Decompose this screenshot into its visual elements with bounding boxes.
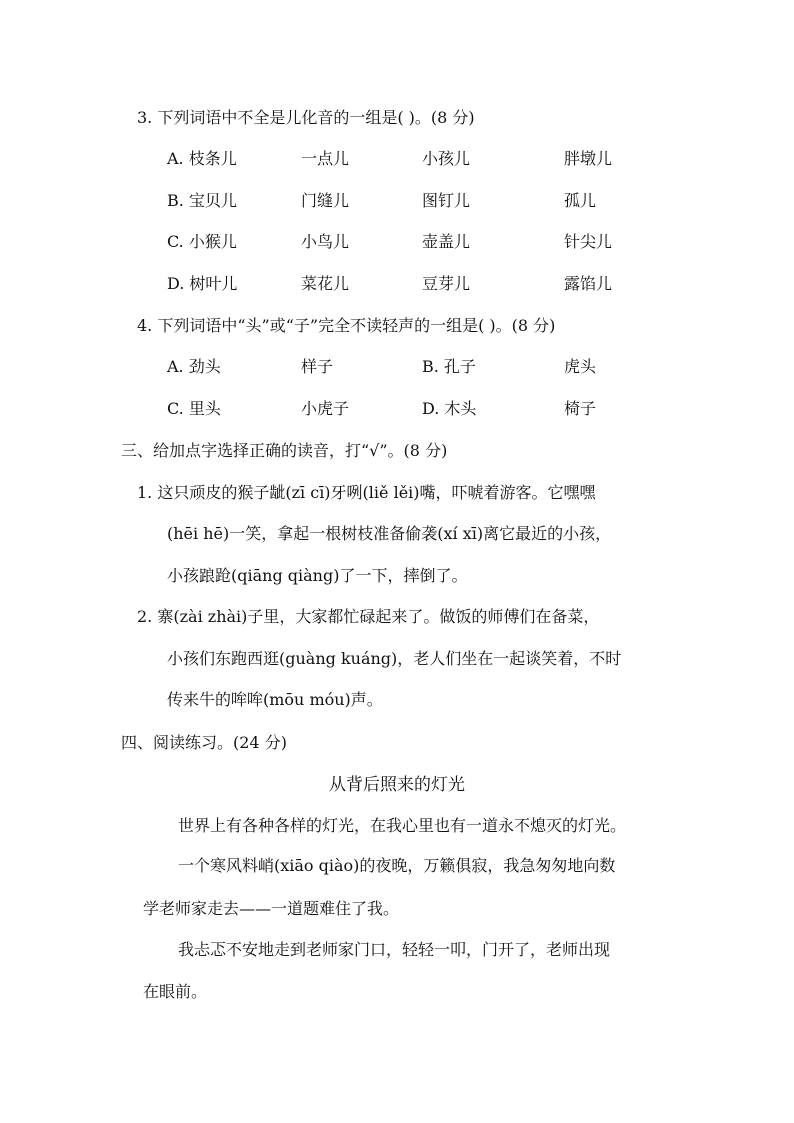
section-3-item-1-line-2: (hēi hē)一笑，拿起一根树枝准备偷袭(xí xī)离它最近的小孩， — [167, 524, 612, 543]
section-3-item-2-line-2: 小孩们东跑西逛(guàng kuáng)，老人们坐在一起谈笑着，不时 — [167, 649, 622, 668]
option-word: 一点儿 — [301, 149, 350, 168]
option-word: 菜花儿 — [301, 274, 350, 293]
question-4-option-row-1 — [167, 357, 667, 377]
question-3-option-row-a — [167, 149, 667, 169]
article-paragraph-1: 世界上有各种各样的灯光，在我心里也有一道永不熄灭的灯光。 — [178, 816, 627, 835]
option-word: D. 木头 — [422, 399, 477, 418]
option-word: 胖墩儿 — [564, 149, 613, 168]
section-3-item-2-line-3: 传来牛的哞哞(mōu móu)声。 — [167, 690, 383, 709]
option-word: 虎头 — [564, 357, 597, 376]
question-3-stem: 3. 下列词语中不全是儿化音的一组是( )。(8 分) — [137, 108, 475, 127]
question-4-option-row-2 — [167, 399, 667, 419]
option-word: D. 树叶儿 — [167, 274, 238, 293]
article-paragraph-2-line-2: 学老师家走去——一道题难住了我。 — [143, 899, 400, 918]
option-word: 壶盖儿 — [422, 232, 471, 251]
option-word: 小孩儿 — [422, 149, 471, 168]
option-word: 孤儿 — [564, 191, 597, 210]
option-word: C. 里头 — [167, 399, 221, 418]
section-3-item-1-line-1: 1. 这只顽皮的猴子龇(zī cī)牙咧(liě lěi)嘴，吓唬着游客。它嘿嘿 — [137, 483, 596, 502]
question-4-stem: 4. 下列词语中“头”或“子”完全不读轻声的一组是( )。(8 分) — [137, 316, 556, 335]
section-3-item-2-line-1: 2. 寨(zài zhài)子里，大家都忙碌起来了。做饭的师傅们在备菜， — [137, 607, 600, 626]
option-word: A. 枝条儿 — [167, 149, 237, 168]
option-word: B. 宝贝儿 — [167, 191, 237, 210]
section-3-heading: 三、给加点字选择正确的读音，打“√”。(8 分) — [121, 441, 448, 460]
question-3-option-row-c — [167, 232, 667, 252]
section-3-item-1-line-3: 小孩踉跄(qiāng qiàng)了一下，摔倒了。 — [167, 566, 468, 585]
option-word: C. 小猴儿 — [167, 232, 237, 251]
article-title: 从背后照来的灯光 — [329, 775, 465, 795]
option-word: 椅子 — [564, 399, 597, 418]
section-4-heading: 四、阅读练习。(24 分) — [121, 733, 287, 752]
article-paragraph-3-line-1: 我忐忑不安地走到老师家门口，轻轻一叩，门开了，老师出现 — [178, 940, 611, 959]
question-3-option-row-b — [167, 191, 667, 211]
question-3-option-row-d — [167, 274, 667, 294]
option-word: 样子 — [301, 357, 334, 376]
article-paragraph-2-line-1: 一个寒风料峭(xiāo qiào)的夜晚，万籁俱寂，我急匆匆地向数 — [178, 856, 616, 875]
option-word: B. 孔子 — [422, 357, 476, 376]
option-word: 豆芽儿 — [422, 274, 471, 293]
option-word: 小虎子 — [301, 399, 350, 418]
article-paragraph-3-line-2: 在眼前。 — [143, 982, 208, 1001]
option-word: A. 劲头 — [167, 357, 221, 376]
option-word: 小鸟儿 — [301, 232, 350, 251]
option-word: 针尖儿 — [564, 232, 613, 251]
option-word: 露馅儿 — [564, 274, 613, 293]
option-word: 门缝儿 — [301, 191, 350, 210]
option-word: 图钉儿 — [422, 191, 471, 210]
